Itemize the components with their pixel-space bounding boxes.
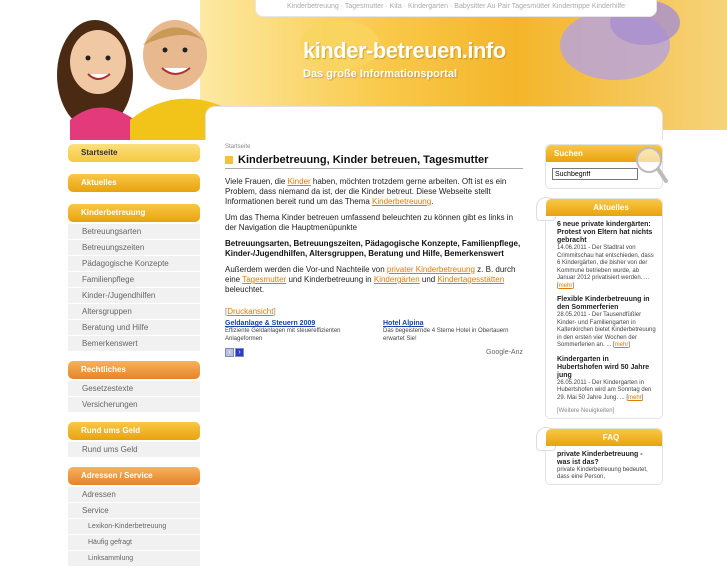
top-navigation: Kinderbetreuung · Tagesmutter · Kita · Kindergarten · Babysitter Au Pair Tagesmütter Kindertrippe Kinderhilfe bbox=[255, 0, 657, 17]
ad-text: Effiziente Geldanlagen mit steuereffizienten Anlageformen bbox=[225, 328, 341, 342]
nav-item-paedagogische-konzepte[interactable]: Pädagogische Konzepte bbox=[68, 256, 200, 272]
news-body: 28.05.2011 - Der Tausendfüßler Kinder- und Familiengarten in Kaltenkirchen bietet Kinderbetreuung in den ersten vier Wochen der Sommerferien an. ... bbox=[557, 312, 656, 348]
print-view: [Druckansicht] bbox=[225, 307, 276, 316]
faq-text: private Kinderbetreuung bedeutet, dass eine Person, bbox=[557, 466, 648, 480]
topnav-link[interactable]: Kindergarten bbox=[407, 3, 449, 10]
link-kindertagesstaetten[interactable]: Kindertagesstätten bbox=[437, 275, 505, 284]
content-frame-top bbox=[205, 106, 663, 140]
news-more-link[interactable]: mehr bbox=[614, 342, 629, 348]
news-text: 14.06.2011 - Der Stadtrat von Crimmitschau hat entschieden, dass 6 Kindergärten, die bisher von der Kommune betrieben wurde, ab Januar 2012 privatisiert werden. ... [mehr] bbox=[557, 245, 654, 289]
news-title[interactable]: 6 neue private kindergärten: Protest von Eltern hat nichts gebracht bbox=[557, 221, 653, 244]
advantages-paragraph bbox=[225, 265, 523, 295]
nav-item-familienpflege[interactable]: Familienpflege bbox=[68, 272, 200, 288]
site-subtitle: Das große Informationsportal bbox=[303, 68, 458, 80]
page-title bbox=[225, 154, 523, 169]
nav-item-adressen[interactable]: Adressen bbox=[68, 487, 200, 503]
ad-pager bbox=[225, 347, 245, 357]
search-heading: Suchen bbox=[546, 145, 662, 162]
nav-aktuelles[interactable]: Aktuelles bbox=[68, 174, 200, 192]
text: und bbox=[419, 275, 438, 284]
text: z. B. durch eine bbox=[225, 265, 516, 284]
nav-item-jugendhilfen[interactable]: Kinder-/Jugendhilfen bbox=[68, 288, 200, 304]
news-more-link[interactable]: mehr bbox=[628, 394, 642, 401]
main-content bbox=[225, 144, 523, 357]
text: beleuchtet. bbox=[225, 285, 265, 294]
news-item bbox=[557, 296, 656, 350]
ad-footer bbox=[225, 347, 523, 357]
ad-prev-icon[interactable]: ‹ bbox=[225, 348, 234, 357]
news-item bbox=[557, 356, 656, 403]
google-ads-label[interactable]: Google-Anz bbox=[486, 348, 523, 356]
bullet-square-icon bbox=[225, 156, 233, 164]
link-private-kinderbetreuung[interactable]: privater Kinderbetreuung bbox=[386, 265, 475, 274]
left-navigation bbox=[68, 144, 200, 567]
nav-item-altersgruppen[interactable]: Altersgruppen bbox=[68, 304, 200, 320]
more-news: [Weitere Neuigkeiten] bbox=[557, 408, 615, 414]
magnifier-icon bbox=[634, 145, 668, 185]
nav-item-betreuungsarten[interactable]: Betreuungsarten bbox=[68, 224, 200, 240]
topnav-link[interactable]: Babysitter Au Pair Tagesmütter Kindertrippe Kinderhilfe bbox=[454, 3, 625, 10]
ad-text: Das begeisternde 4 Sterne Hotel in Obertauern erwartet Sie! bbox=[383, 328, 509, 342]
news-text: 26.05.2011 - Der Kindergarten in Hubertshofen wird am Sonntag den 29. Mai 50 Jahre Jung. ... [mehr] bbox=[557, 379, 652, 401]
site-title[interactable]: kinder-betreuen.info bbox=[303, 38, 506, 63]
more-news-link[interactable]: Weitere Neuigkeiten bbox=[558, 408, 613, 414]
nav-item-haeufig-gefragt[interactable]: Häufig gefragt bbox=[68, 535, 200, 551]
link-kindergaerten[interactable]: Kindergärten bbox=[373, 275, 420, 284]
ad-block bbox=[383, 320, 523, 343]
topnav-link[interactable]: Kita bbox=[389, 3, 402, 10]
print-view-link[interactable]: Druckansicht bbox=[227, 307, 274, 316]
search-box bbox=[545, 144, 663, 189]
nav-startseite[interactable]: Startseite bbox=[68, 144, 200, 162]
nav-section-geld[interactable]: Rund ums Geld bbox=[68, 422, 200, 440]
news-title[interactable]: Kindergarten in Hubertshofen wird 50 Jahre jung bbox=[557, 355, 650, 379]
news-title[interactable]: Flexible Kinderbetreuung in den Sommerferien bbox=[557, 296, 650, 311]
navigation-paragraph: Um das Thema Kinder betreuen umfassend beleuchten zu können gibt es links in der Navigation die Hauptmenüpunkte bbox=[225, 213, 514, 232]
nav-section-adressen[interactable]: Adressen / Service bbox=[68, 467, 200, 485]
ad-next-icon[interactable]: › bbox=[235, 348, 244, 357]
nav-item-linksammlung[interactable]: Linksammlung bbox=[68, 551, 200, 567]
news-more-link[interactable]: mehr bbox=[558, 282, 573, 289]
ad-title-link[interactable]: Hotel Alpina bbox=[383, 320, 424, 327]
nav-item-betreuungszeiten[interactable]: Betreuungszeiten bbox=[68, 240, 200, 256]
text: Viele Frauen, die bbox=[225, 177, 288, 186]
breadcrumb[interactable]: Startseite bbox=[225, 144, 251, 150]
nav-item-rund-ums-geld[interactable]: Rund ums Geld bbox=[68, 442, 200, 458]
nav-item-lexikon[interactable]: Lexikon-Kinderbetreuung bbox=[68, 519, 200, 535]
link-kinderbetreuung[interactable]: Kinderbetreuung bbox=[372, 197, 432, 206]
text: Außerdem werden die Vor-und Nachteile von bbox=[225, 265, 387, 274]
link-tagesmutter[interactable]: Tagesmutter bbox=[242, 275, 287, 284]
topics-text: Betreuungsarten, Betreuungszeiten, Pädagogische Konzepte, Familienpflege, Kinder-/Jugendhilfen, Altersgruppen, Beratung und Hilfe, Bemerkenswert bbox=[225, 239, 521, 258]
nav-section-rechtliches[interactable]: Rechtliches bbox=[68, 361, 200, 379]
page-title-text: Kinderbetreuung, Kinder betreuen, Tagesmutter bbox=[238, 154, 489, 166]
news-body: 14.06.2011 - Der Stadtrat von Crimmitschau hat entschieden, dass 6 Kindergärten, die bisher von der Kommune betrieben wurde, ab Januar 2012 privatisiert werden. ... bbox=[557, 245, 654, 281]
nav-item-gesetzestexte[interactable]: Gesetzestexte bbox=[68, 381, 200, 397]
faq-heading: FAQ bbox=[546, 429, 662, 446]
faq-title[interactable]: private Kinderbetreuung - was ist das? bbox=[557, 450, 643, 466]
topics-paragraph bbox=[225, 239, 523, 259]
news-list bbox=[546, 216, 662, 418]
google-ads bbox=[225, 320, 523, 343]
faq-box bbox=[545, 428, 663, 485]
nav-item-versicherungen[interactable]: Versicherungen bbox=[68, 397, 200, 413]
nav-item-bemerkenswert[interactable]: Bemerkenswert bbox=[68, 336, 200, 352]
link-kinder[interactable]: Kinder bbox=[287, 177, 311, 186]
right-sidebar bbox=[545, 144, 663, 494]
nav-section-kinderbetreuung[interactable]: Kinderbetreuung bbox=[68, 204, 200, 222]
search-input[interactable] bbox=[552, 168, 638, 180]
text: und Kinderbetreuung in bbox=[286, 275, 374, 284]
topnav-link[interactable]: Tagesmutter bbox=[344, 3, 384, 10]
topnav-link[interactable]: Kinderbetreuung bbox=[287, 3, 339, 10]
news-box bbox=[545, 198, 663, 419]
header bbox=[0, 0, 727, 140]
news-item bbox=[557, 221, 656, 290]
news-heading: Aktuelles bbox=[546, 199, 662, 216]
news-text: 28.05.2011 - Der Tausendfüßler Kinder- und Familiengarten in Kaltenkirchen bietet Kinderbetreuung in den ersten vier Wochen der Sommerferien an. ... [mehr] bbox=[557, 312, 656, 348]
faq-list bbox=[546, 446, 662, 484]
intro-paragraph bbox=[225, 177, 523, 207]
text: . bbox=[431, 197, 434, 206]
text: haben, möchten trotzdem gerne arbeiten. Oft ist es ein Problem, dass niemand da ist, der die Kinder betreut. Diese Webseite stellt Informationen bereit rund um das Thema bbox=[225, 177, 507, 206]
ad-block bbox=[225, 320, 371, 343]
nav-item-service[interactable]: Service bbox=[68, 503, 200, 519]
news-body: 26.05.2011 - Der Kindergarten in Hubertshofen wird am Sonntag den 29. Mai 50 Jahre Jung. ... bbox=[557, 379, 652, 401]
nav-item-beratung[interactable]: Beratung und Hilfe bbox=[68, 320, 200, 336]
ad-title-link[interactable]: Geldanlage & Steuern 2009 bbox=[225, 320, 316, 327]
